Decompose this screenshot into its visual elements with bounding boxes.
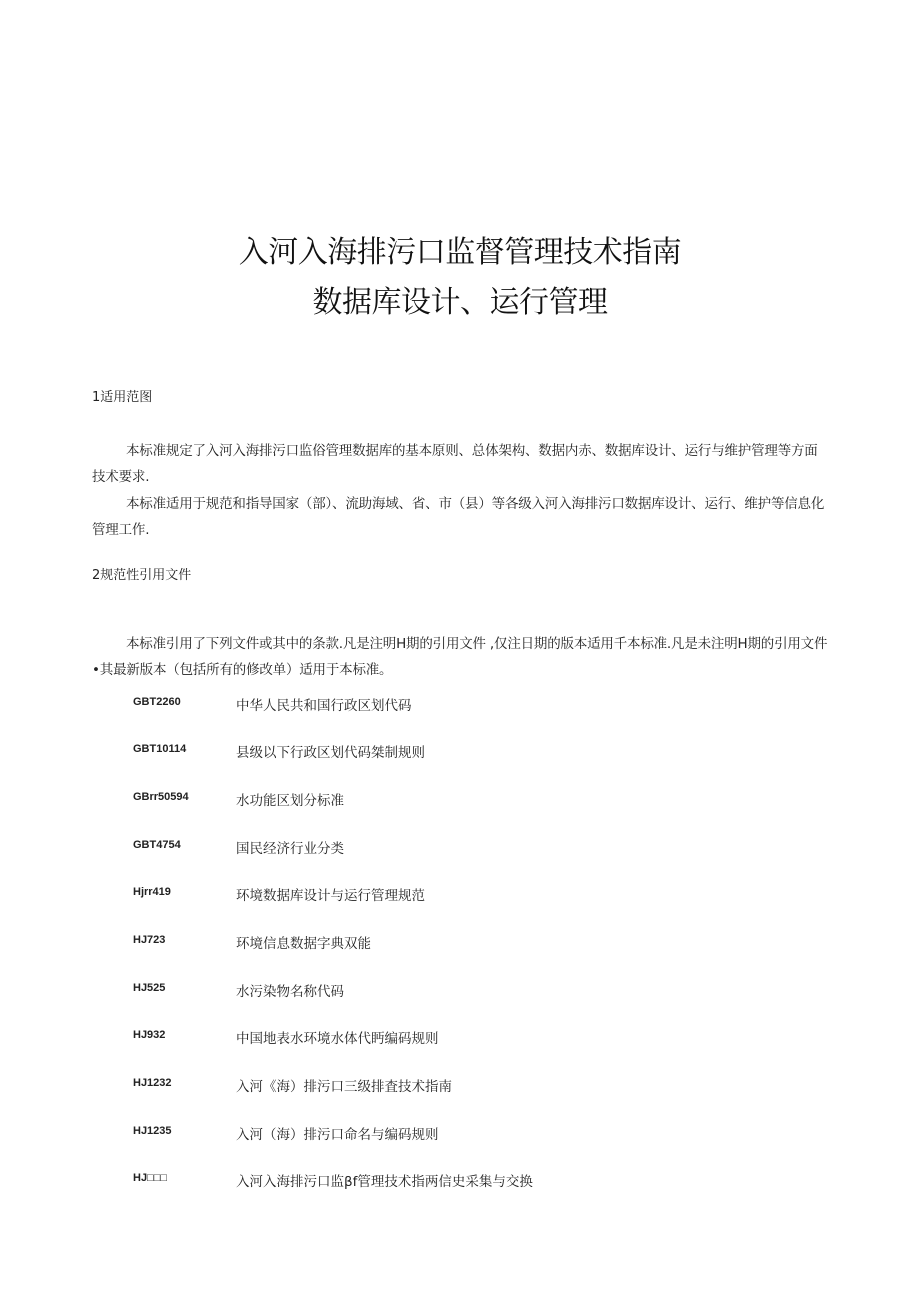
reference-code: GBT4754 [133,839,181,851]
reference-title: 入河入海排污口监βf管理技术指两信史采集与交换 [236,1174,533,1190]
reference-item [0,694,920,716]
reference-code: HJ932 [133,1029,166,1041]
reference-item [0,741,920,763]
reference-code: HJ1235 [133,1125,172,1137]
section-heading-references: 2规范性引用文件 [92,568,192,583]
reference-item [0,1123,920,1145]
reference-title: 环境信息数据字典双能 [236,936,371,952]
document-title-line1: 入河入海排污口监督管理技术指南 [238,235,682,270]
reference-item [0,837,920,859]
reference-title: 水污染物名称代码 [236,984,344,1000]
reference-item [0,980,920,1002]
reference-code: GBT2260 [133,696,181,708]
reference-item [0,789,920,811]
reference-title: 环境数据库设计与运行管理规范 [236,888,425,904]
reference-code: GBT10114 [133,743,187,755]
reference-code: HJ1232 [133,1077,172,1089]
reference-code: GBrr50594 [133,791,189,803]
reference-title: 入河《海）排污口三级排査技术指南 [236,1079,452,1095]
reference-item [0,884,920,906]
scope-paragraph-2: 本标准适用于规范和指导国家（部）、流助海域、省、市（县）等各级入河入海排污口数据库设计、运行、维护等信息化管理工作. [92,496,825,538]
reference-code: HJ723 [133,934,166,946]
reference-item [0,1075,920,1097]
reference-title: 县级以下行政区划代码桀制规则 [236,745,425,761]
reference-item [0,932,920,954]
reference-item [0,1027,920,1049]
document-title-line2: 数据库设计、运行管理 [312,285,608,320]
reference-code: Hjrr419 [133,886,171,898]
reference-title: 中国地表水环境水体代眄编码规则 [236,1031,439,1047]
reference-item [0,1170,920,1192]
scope-paragraph-1: 本标准规定了入河入海排污口监俗管理数据库的基本原则、总体架构、数据内赤、数据库设计、运行与维护管理等方面技术要求. [92,443,818,485]
reference-code: HJ525 [133,982,166,994]
reference-title: 水功能区划分标准 [236,793,344,809]
section-heading-scope: 1适用范图 [92,390,153,405]
reference-title: 国民经济行业分类 [236,841,344,857]
reference-code: HJ□□□ [133,1172,167,1184]
references-intro-paragraph: 本标准引用了下列文件或其中的条款.凡是注明H期的引用文件 ,仅注日期的版本适用千本标准.凡是未注明H期的引用文件•其最新版本（包括所有的修改单）适用于本标准。 [92,636,828,678]
reference-title: 入河（海）排污口命名与编码规则 [236,1127,439,1143]
reference-title: 中华人民共和国行政区划代码 [236,698,412,714]
